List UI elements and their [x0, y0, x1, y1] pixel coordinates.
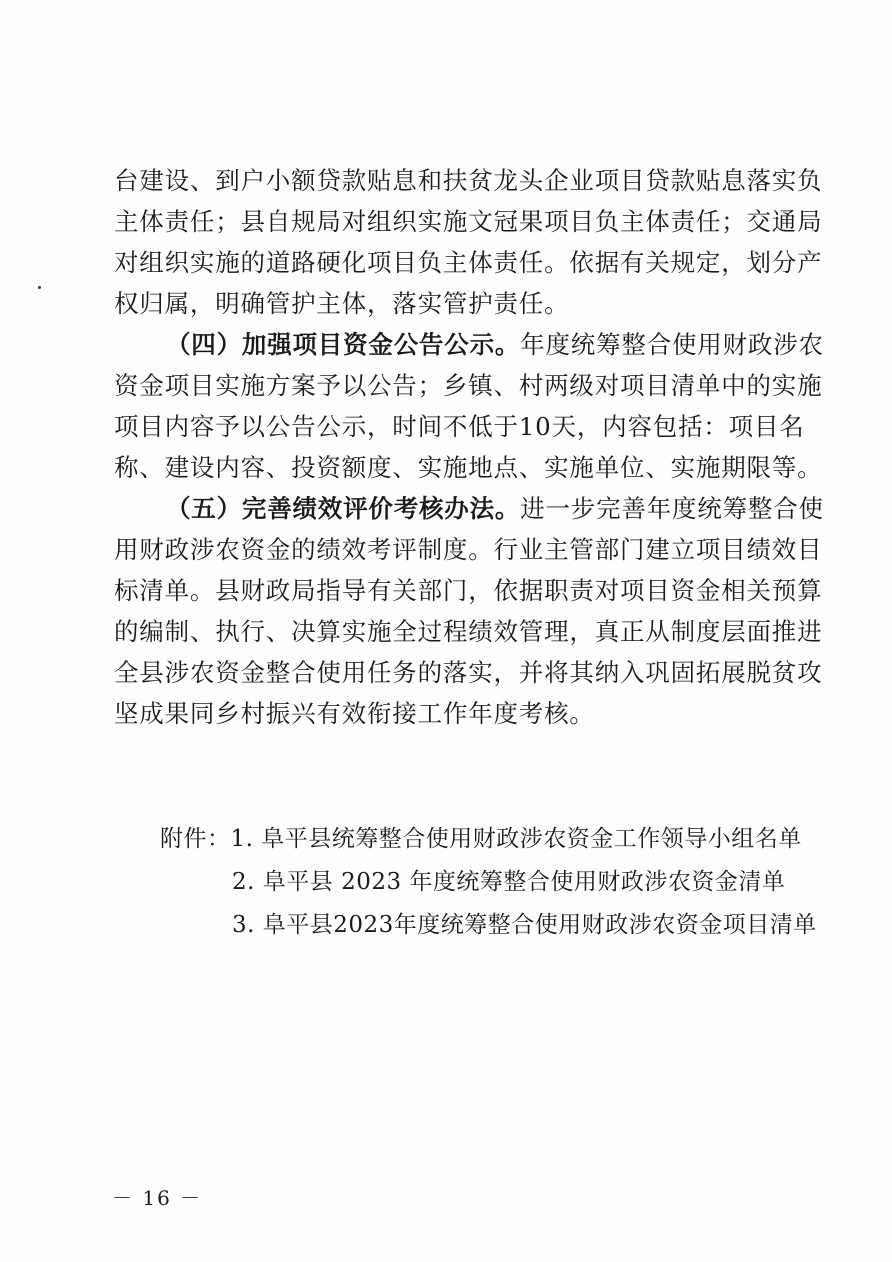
section-5-line: 全县涉农资金整合使用任务的落实，并将其纳入巩固拓展脱贫攻	[114, 658, 823, 687]
scan-speck	[38, 286, 41, 289]
attachments-label: 附件：	[160, 826, 231, 852]
attachments-list	[160, 818, 817, 947]
attachment-title: 1. 阜平县统筹整合使用财政涉农资金工作领导小组名单	[230, 826, 802, 852]
attachment-item-1	[160, 818, 800, 861]
section-5-line: 用财政涉农资金的绩效考评制度。行业主管部门建立项目绩效目	[114, 535, 823, 564]
section-5-line: 坚成果同乡村振兴有效衔接工作年度考核。	[114, 699, 595, 728]
section-4-first-line-text: 年度统筹整合使用财政涉农	[520, 330, 824, 359]
section-5-first-line	[114, 488, 824, 529]
paragraph-line: 对组织实施的道路硬化项目负主体责任。依据有关规定，划分产	[114, 248, 823, 277]
attachment-item-2: 2. 阜平县 2023 年度统筹整合使用财政涉农资金清单	[232, 869, 786, 895]
section-5-first-line-text: 进一步完善年度统筹整合使	[520, 494, 824, 523]
section-4-heading: （四）加强项目资金公告公示。	[166, 330, 521, 359]
section-4-line: 资金项目实施方案予以公告；乡镇、村两级对项目清单中的实施	[114, 371, 823, 400]
paragraph-line: 台建设、到户小额贷款贴息和扶贫龙头企业项目贷款贴息落实负	[114, 166, 823, 195]
attachment-item-3: 3. 阜平县2023年度统筹整合使用财政涉农资金项目清单	[232, 912, 817, 938]
paragraph-line: 主体责任；县自规局对组织实施文冠果项目负主体责任；交通局	[114, 207, 823, 236]
paragraph-line: 权归属，明确管护主体，落实管护责任。	[114, 289, 570, 318]
section-5-line: 的编制、执行、决算实施全过程绩效管理，真正从制度层面推进	[114, 617, 823, 646]
section-5-heading: （五）完善绩效评价考核办法。	[166, 494, 521, 523]
body-text	[114, 160, 824, 734]
section-5-line: 标清单。县财政局指导有关部门，依据职责对项目资金相关预算	[114, 576, 823, 605]
page-number: － 16 －	[112, 1186, 203, 1210]
section-4-line: 项目内容予以公告公示，时间不低于10天，内容包括：项目名	[114, 412, 805, 441]
section-4-first-line	[114, 324, 824, 365]
section-4-line: 称、建设内容、投资额度、实施地点、实施单位、实施期限等。	[114, 453, 823, 482]
